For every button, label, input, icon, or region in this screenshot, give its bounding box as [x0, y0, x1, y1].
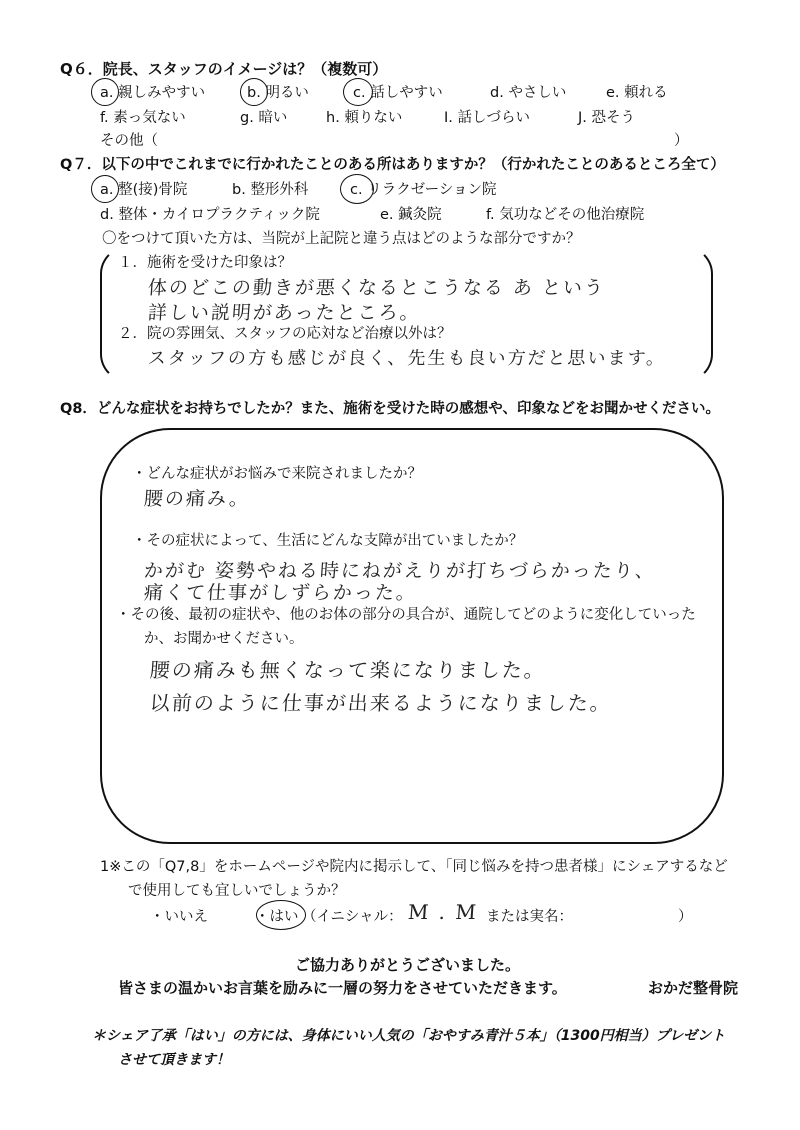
consent-initial-value[interactable]: M . M	[407, 900, 479, 924]
q6-option-b-circle	[240, 78, 268, 106]
consent-yes-circle	[256, 900, 306, 930]
consent-line1: 1※この「Q7,8」をホームページや院内に掲示して、「同じ悩みを持つ患者様」にシェアするなど	[100, 859, 728, 875]
q8-p3-label-line1: ・その後、最初の症状や、他のお体の部分の具合が、通院してどのように変化していった	[116, 607, 696, 623]
q6-option-i[interactable]: I. 話しづらい	[444, 110, 530, 126]
consent-line2: で使用しても宜しいでしょうか？	[128, 883, 346, 899]
consent-close: ）	[678, 909, 693, 925]
q6-option-b[interactable]: b. 明るい	[247, 85, 309, 101]
q6-other-label: その他（	[100, 133, 158, 149]
q6-option-c[interactable]: c. 話しやすい	[353, 85, 443, 101]
q6-option-a-circle	[91, 78, 119, 106]
q6-option-h[interactable]: h. 頼りない	[326, 110, 403, 126]
q7-sub2-label: ２．院の雰囲気、スタッフの応対など治療以外は？	[118, 326, 452, 342]
footer-note-line2: させて頂きます！	[118, 1052, 230, 1068]
q6-option-g[interactable]: g. 暗い	[240, 110, 288, 126]
q7-sub2-answer[interactable]: スタッフの方も感じが良く、先生も良い方だと思います。	[147, 348, 667, 369]
q6-option-f[interactable]: f. 素っ気ない	[100, 110, 186, 126]
q8-p2-label: ・その症状によって、生活にどんな支障が出ていましたか？	[132, 533, 524, 549]
q7-title: Q７．以下の中でこれまでに行かれたことのある所はありますか？（行かれたことのあるところ全て）	[60, 157, 725, 173]
q7-option-b[interactable]: b. 整形外科	[232, 182, 309, 198]
q7-option-a[interactable]: a. 整(接)骨院	[100, 182, 188, 198]
q7-sub1-label: １．施術を受けた印象は？	[118, 255, 292, 271]
consent-no-option[interactable]: ・いいえ	[150, 909, 208, 925]
q8-p1-answer[interactable]: 腰の痛み。	[143, 488, 251, 510]
q6-option-a[interactable]: a. 親しみやすい	[100, 85, 206, 101]
footer-note-line1: ＊シェア了承「はい」の方には、身体にいい人気の「おやすみ青汁５本」（1300円相当）プレゼント	[92, 1028, 726, 1044]
q7-option-e[interactable]: e. 鍼灸院	[380, 207, 442, 223]
q7-option-f[interactable]: f. 気功などその他治療院	[486, 207, 645, 223]
q8-p2-answer-line2[interactable]: 痛くて仕事がしずらかった。	[143, 582, 418, 604]
consent-yes-option[interactable]: ・はい	[255, 909, 299, 925]
q8-p3-answer-line1[interactable]: 腰の痛みも無くなって楽になりました。	[149, 658, 547, 682]
q6-option-e[interactable]: e. 頼れる	[606, 85, 668, 101]
consent-initial-label: （イニシャル：	[302, 909, 403, 925]
q7-option-c[interactable]: c. リラクゼーション院	[350, 182, 497, 198]
footer-clinic-name: おかだ整骨院	[648, 979, 739, 997]
consent-realname-label: または実名：	[486, 909, 573, 925]
q8-title: Q8．どんな症状をお持ちでしたか？また、施術を受けた時の感想や、印象などをお聞かせください。	[60, 401, 720, 417]
footer-message: 皆さまの温かいお言葉を励みに一層の努力をさせていただきます。	[118, 979, 567, 997]
q6-option-j[interactable]: J. 恐そう	[578, 110, 635, 126]
q7-sub1-answer-line2[interactable]: 詳しい説明があったところ。	[147, 302, 422, 324]
q6-option-c-circle	[343, 78, 373, 106]
q7-option-a-circle	[91, 175, 119, 203]
q6-title: Q６．院長、スタッフのイメージは？（複数可）	[60, 60, 388, 78]
q6-option-d[interactable]: d. やさしい	[490, 85, 567, 101]
q7-option-d[interactable]: d. 整体・カイロプラクティック院	[100, 207, 320, 223]
q7-followup: 〇をつけて頂いた方は、当院が上記院と違う点はどのような部分ですか？	[102, 231, 581, 247]
q7-option-c-circle	[340, 174, 374, 204]
q8-p1-label: ・どんな症状がお悩みで来院されましたか？	[132, 466, 422, 482]
q8-p2-answer-line1[interactable]: かがむ 姿勢やねる時にねがえりが打ちづらかったり、	[143, 560, 657, 582]
q8-p3-label-line2: か、お聞かせください。	[144, 631, 304, 647]
q7-sub1-answer-line1[interactable]: 体のどこの動きが悪くなるとこうなる あ という	[147, 277, 606, 299]
q8-p3-answer-line2[interactable]: 以前のように仕事が出来るようになりました。	[149, 691, 613, 715]
footer-thanks: ご協力ありがとうございました。	[295, 956, 521, 974]
q6-other-close: ）	[674, 133, 689, 149]
